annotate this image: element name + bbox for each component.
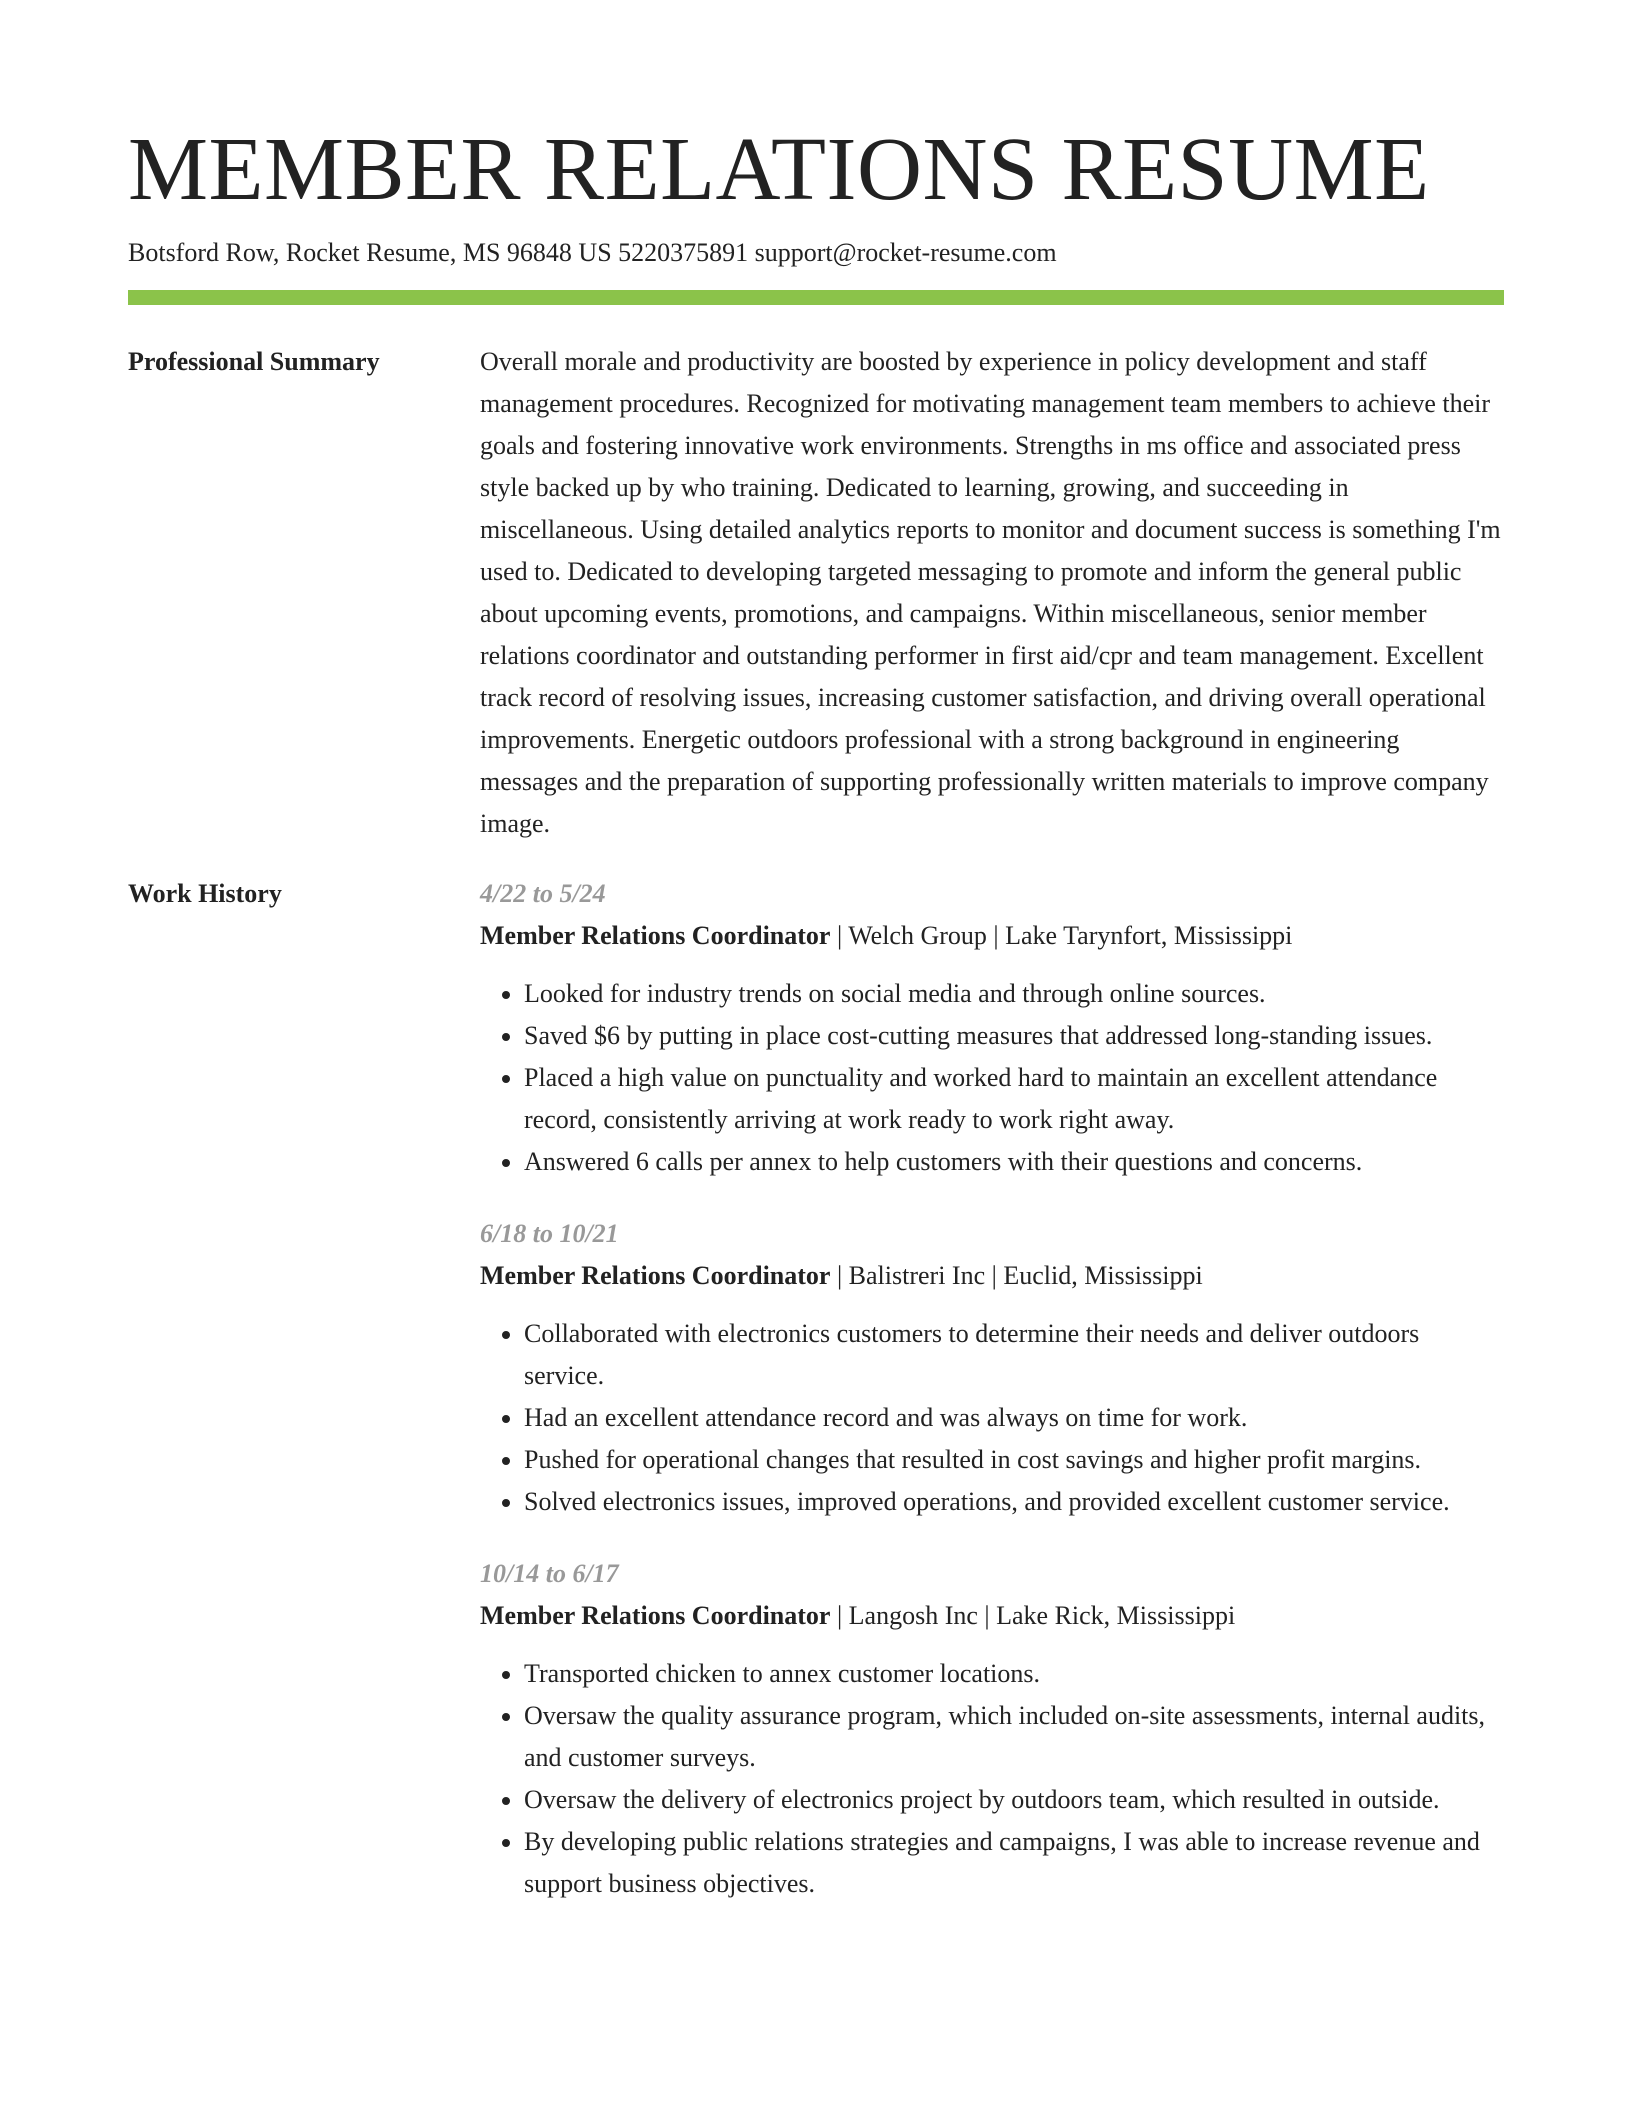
job-dates: 10/14 to 6/17 [480,1559,619,1588]
header-divider [128,290,1504,305]
section-label-work-history: Work History [128,879,282,908]
job-bullet: • Answered 6 calls per annex to help customers with their questions and concerns. [524,1141,1504,1183]
job-entry [480,1553,1504,1905]
job-bullet: • Oversaw the quality assurance program, which included on-site assessments, internal audits, and customer surveys. [524,1695,1504,1779]
work-history-list [480,873,1504,1935]
job-title-line [480,915,1504,957]
job-bullet: • Placed a high value on punctuality and worked hard to maintain an excellent attendance record, consistently arriving at work ready to work right away. [524,1057,1504,1141]
job-bullets [480,973,1504,1183]
job-bullet: • Had an excellent attendance record and was always on time for work. [524,1397,1504,1439]
job-dates: 4/22 to 5/24 [480,879,606,908]
job-bullet: • Transported chicken to annex customer locations. [524,1653,1504,1695]
professional-summary-section [128,341,1504,845]
resume-title: MEMBER RELATIONS RESUME [128,120,1430,219]
summary-text: Overall morale and productivity are boosted by experience in policy development and staff management procedures. Recognized for motivating management team members to achieve their goals and fostering innovative work environments. Strengths in ms office and associated press style backed up by who training. Dedicated to learning, growing, and succeeding in miscellaneous. Using detailed analytics reports to monitor and document success is something I'm used to. Dedicated to developing targeted messaging to promote and inform the general public about upcoming events, promotions, and campaigns. Within miscellaneous, senior member relations coordinator and outstanding performer in first aid/cpr and team management. Excellent track record of resolving issues, increasing customer satisfaction, and driving overall operational improvements. Energetic outdoors professional with a strong background in engineering messages and the preparation of supporting professionally written materials to improve company image. [480,347,1501,838]
job-bullet: • Looked for industry trends on social media and through online sources. [524,973,1504,1015]
job-title-line [480,1255,1504,1297]
contact-line: Botsford Row, Rocket Resume, MS 96848 US 5220375891 support@rocket-resume.com [128,238,1057,267]
job-bullet: • By developing public relations strategies and campaigns, I was able to increase revenue and support business objectives. [524,1821,1504,1905]
job-role: Member Relations Coordinator [480,1261,831,1290]
job-role: Member Relations Coordinator [480,1601,831,1630]
job-company-location: | Welch Group | Lake Tarynfort, Mississippi [830,921,1293,950]
job-role: Member Relations Coordinator [480,921,831,950]
job-entry [480,1213,1504,1523]
job-bullet: • Oversaw the delivery of electronics project by outdoors team, which resulted in outside. [524,1779,1504,1821]
job-dates: 6/18 to 10/21 [480,1219,619,1248]
job-entry [480,873,1504,1183]
job-bullets [480,1653,1504,1905]
job-bullet: • Collaborated with electronics customers to determine their needs and deliver outdoors service. [524,1313,1504,1397]
job-bullets [480,1313,1504,1523]
job-bullet: • Solved electronics issues, improved operations, and provided excellent customer service. [524,1481,1504,1523]
job-title-line [480,1595,1504,1637]
resume-page [128,118,1504,1935]
job-bullet: • Pushed for operational changes that resulted in cost savings and higher profit margins. [524,1439,1504,1481]
job-company-location: | Balistreri Inc | Euclid, Mississippi [830,1261,1203,1290]
work-history-section [128,873,1504,1935]
job-bullet: • Saved $6 by putting in place cost-cutting measures that addressed long-standing issues. [524,1015,1504,1057]
section-label-summary: Professional Summary [128,347,380,376]
job-company-location: | Langosh Inc | Lake Rick, Mississippi [830,1601,1236,1630]
